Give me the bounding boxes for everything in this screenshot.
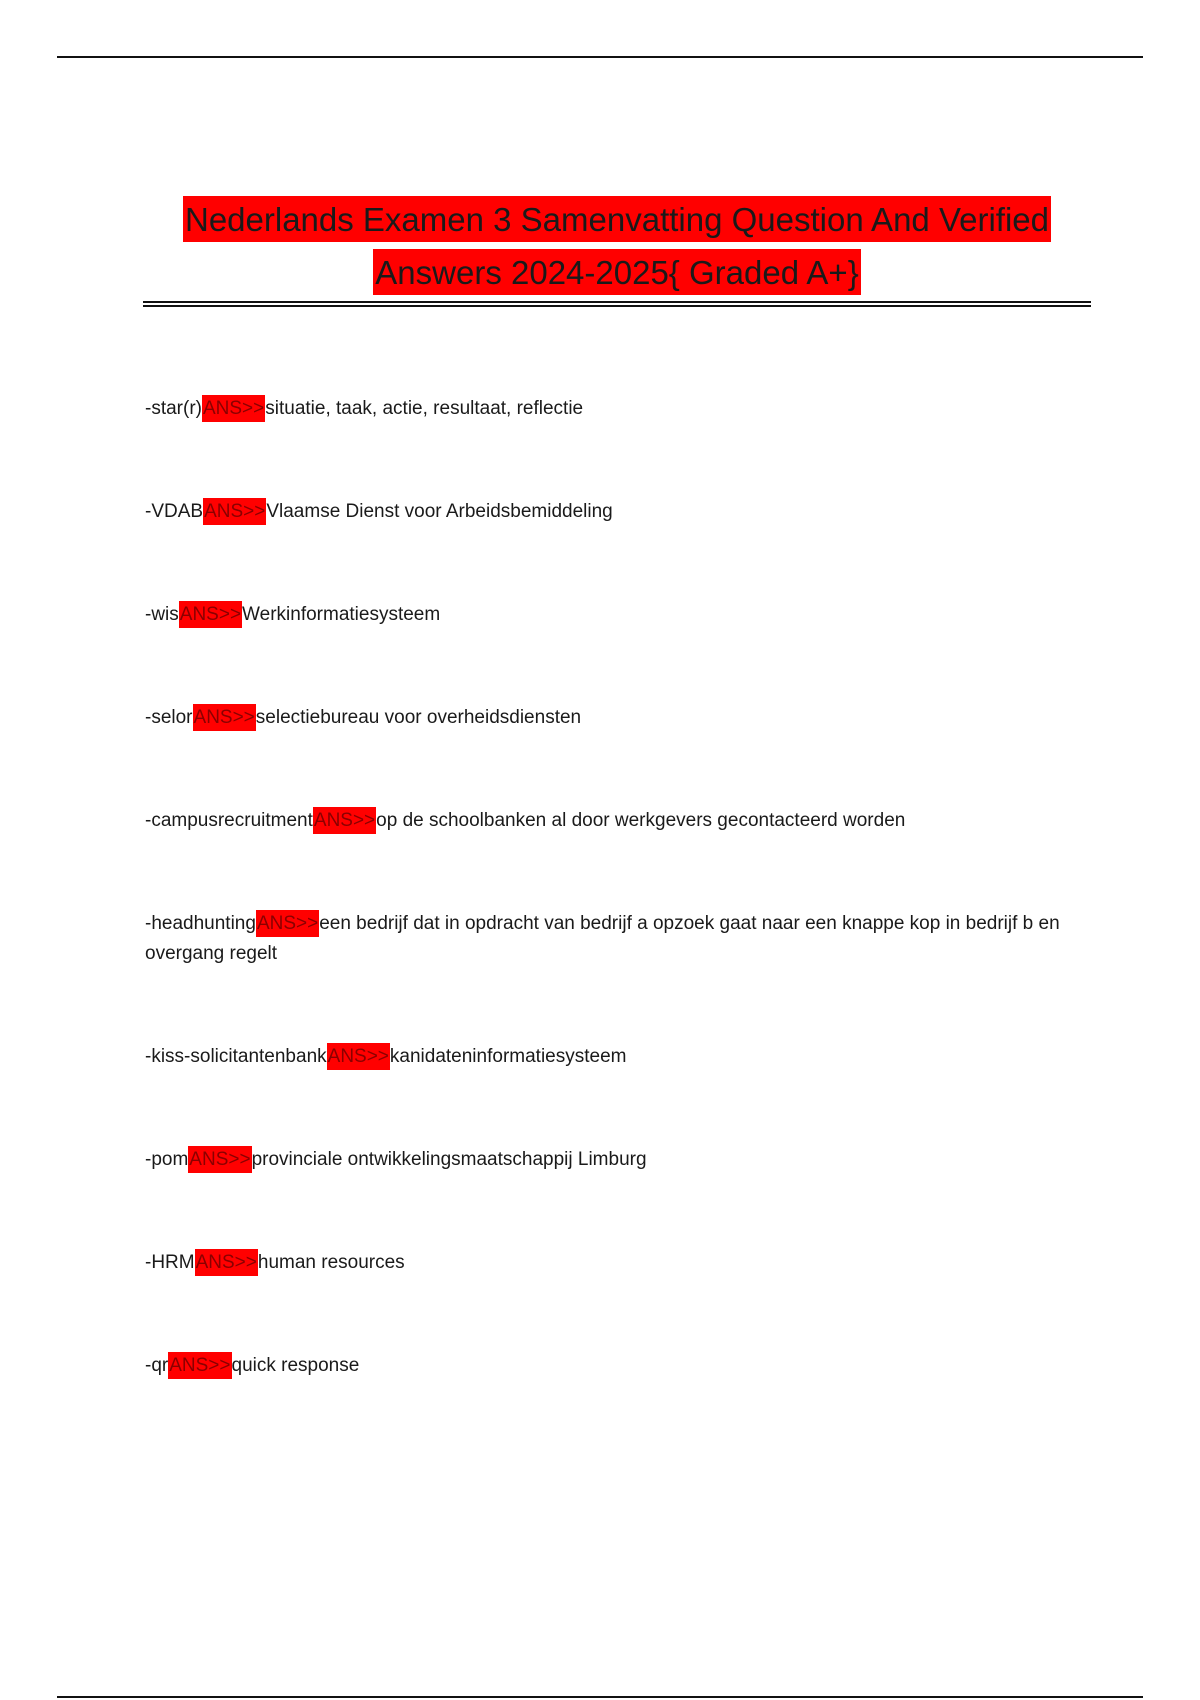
title-line-1: Nederlands Examen 3 Samenvatting Question And Verified [183,196,1051,242]
qa-answer: provinciale ontwikkelingsmaatschappij Limburg [251,1149,647,1170]
qa-item [145,1042,1090,1072]
qa-term: -wis [145,604,179,625]
ans-marker: ANS>> [193,704,256,731]
qa-item [145,497,1090,527]
qa-answer: op de schoolbanken al door werkgevers gecontacteerd worden [376,810,906,831]
qa-term: -HRM [145,1252,195,1273]
qa-item [145,600,1090,630]
ans-marker: ANS>> [313,807,376,834]
qa-term: -campusrecruitment [145,810,313,831]
qa-item [145,1351,1090,1381]
qa-term: -pom [145,1149,189,1170]
qa-answer: selectiebureau voor overheidsdiensten [255,707,582,728]
qa-answer: situatie, taak, actie, resultaat, reflectie [265,398,584,419]
qa-term: -kiss-solicitantenbank [145,1046,327,1067]
qa-term: -star(r) [145,398,202,419]
title-double-underline [143,301,1091,307]
ans-marker: ANS>> [188,1146,251,1173]
qa-answer: kanidateninformatiesysteem [389,1046,627,1067]
ans-marker: ANS>> [256,910,319,937]
qa-term: -VDAB [145,501,204,522]
ans-marker: ANS>> [202,395,265,422]
qa-answer: quick response [231,1355,360,1376]
qa-answer: een bedrijf dat in opdracht van bedrijf a opzoek gaat naar een knappe kop in bedrijf b en overgang regelt [145,913,1060,964]
title-line-2: Answers 2024-2025{ Graded A+} [373,249,860,295]
qa-item [145,394,1090,424]
qa-term: -headhunting [145,913,256,934]
qa-term: -selor [145,707,193,728]
qa-item [145,909,1090,969]
qa-answer: human resources [257,1252,405,1273]
qa-term: -qr [145,1355,169,1376]
qa-answer: Werkinformatiesysteem [242,604,441,625]
page-top-rule [57,56,1143,58]
qa-item [145,703,1090,733]
page-bottom-rule [57,1696,1143,1698]
ans-marker: ANS>> [195,1249,258,1276]
ans-marker: ANS>> [168,1352,231,1379]
qa-answer: Vlaamse Dienst voor Arbeidsbemiddeling [266,501,613,522]
qa-item [145,1145,1090,1175]
ans-marker: ANS>> [203,498,266,525]
qa-item [145,806,1090,836]
ans-marker: ANS>> [327,1043,390,1070]
ans-marker: ANS>> [179,601,242,628]
document-title [143,193,1091,299]
qa-item [145,1248,1090,1278]
